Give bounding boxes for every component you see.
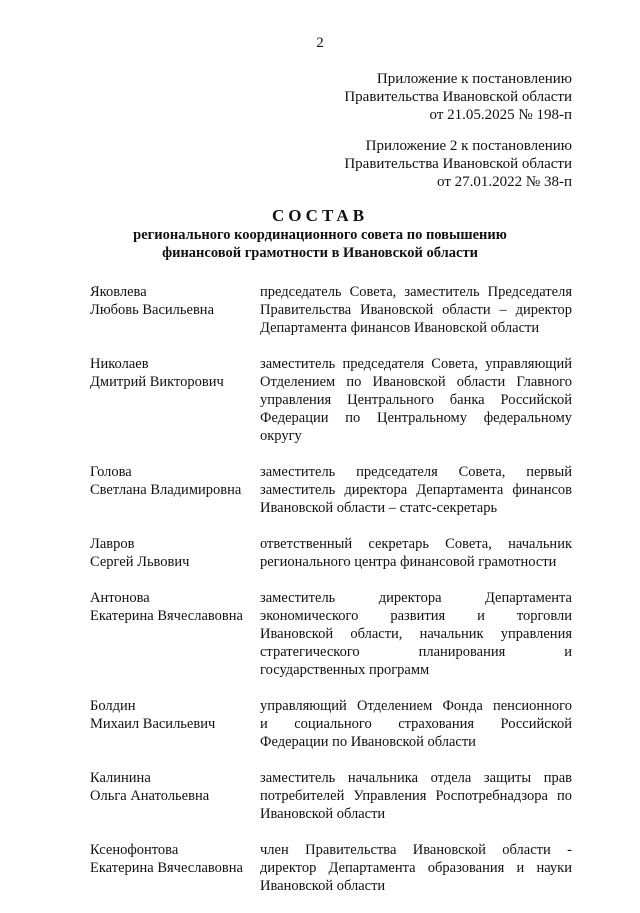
member-role-line: экономического развития и торговли (260, 608, 572, 624)
appendix-current-line-3: от 21.05.2025 № 198-п (429, 107, 572, 123)
member-role-line: Федерации по Центральному федеральному (260, 410, 572, 426)
member-surname: Голова (90, 464, 132, 480)
member-role-line: заместитель директора Департамента финансов (260, 482, 572, 498)
member-given-names: Светлана Владимировна (90, 482, 242, 498)
member-name (90, 463, 260, 517)
member-name (90, 769, 260, 823)
member-role-line: регионального центра финансовой грамотности (260, 554, 557, 570)
member-role-line: управляющий Отделением Фонда пенсионного (260, 698, 572, 714)
member-surname: Калинина (90, 770, 151, 786)
member-role (260, 535, 572, 571)
member-role-line: Отделением по Ивановской области Главного (260, 374, 572, 390)
member-role (260, 283, 572, 337)
member-role-line: член Правительства Ивановской области - (260, 842, 572, 858)
member-surname: Николаев (90, 356, 149, 372)
appendix-current-line-2: Правительства Ивановской области (344, 89, 572, 105)
appendix-original-line-3: от 27.01.2022 № 38-п (437, 174, 572, 190)
members-list (90, 283, 572, 913)
member-given-names: Екатерина Вячеславовна (90, 608, 243, 624)
document-subtitle-line-1: регионального координационного совета по повышению (133, 227, 507, 243)
member-name (90, 589, 260, 679)
member-role-line: Ивановской области – статс-секретарь (260, 500, 498, 516)
member-role-line: округу (260, 428, 302, 444)
member-role-line: Ивановской области (260, 878, 386, 894)
member-role-line: Правительства Ивановской области – директор (260, 302, 572, 318)
member-role-line: стратегического планирования и (260, 644, 572, 660)
member-role-line: Ивановской области, начальник управления (260, 626, 572, 642)
member-surname: Лавров (90, 536, 135, 552)
appendix-original-reference (344, 137, 572, 191)
member-row (90, 697, 572, 751)
member-given-names: Ольга Анатольевна (90, 788, 210, 804)
document-subtitle-line-2: финансовой грамотности в Ивановской области (162, 245, 478, 261)
member-role (260, 463, 572, 517)
member-surname: Яковлева (90, 284, 147, 300)
appendix-original-line-2: Правительства Ивановской области (344, 156, 572, 172)
member-role-line: Департамента финансов Ивановской области (260, 320, 540, 336)
member-row (90, 769, 572, 823)
appendix-current-line-1: Приложение к постановлению (376, 71, 572, 87)
member-role-line: государственных программ (260, 662, 430, 678)
member-role-line: заместитель председателя Совета, управляющий (260, 356, 572, 372)
member-role-line: заместитель начальника отдела защиты прав (260, 770, 572, 786)
document-title: СОСТАВ (271, 206, 369, 225)
member-role-line: директор Департамента образования и науки (260, 860, 572, 876)
member-role-line: ответственный секретарь Совета, начальник (260, 536, 572, 552)
member-role (260, 355, 572, 445)
page-number: 2 (316, 35, 324, 51)
member-role (260, 769, 572, 823)
member-surname: Ксенофонтова (90, 842, 179, 858)
member-row (90, 841, 572, 895)
member-row (90, 355, 572, 445)
member-role-line: управления Центрального банка Российской (260, 392, 572, 408)
member-row (90, 589, 572, 679)
appendix-current-reference (344, 70, 572, 124)
member-role-line: председатель Совета, заместитель Председателя (260, 284, 572, 300)
member-given-names: Сергей Львович (90, 554, 190, 570)
member-given-names: Екатерина Вячеславовна (90, 860, 243, 876)
member-role-line: потребителей Управления Роспотребнадзора по (260, 788, 572, 804)
member-name (90, 697, 260, 751)
document-subtitle (0, 226, 640, 262)
member-name (90, 841, 260, 895)
member-role (260, 589, 572, 679)
member-role (260, 697, 572, 751)
member-role-line: Ивановской области (260, 806, 386, 822)
member-row (90, 283, 572, 337)
member-given-names: Любовь Васильевна (90, 302, 215, 318)
member-surname: Антонова (90, 590, 150, 606)
member-row (90, 463, 572, 517)
member-name (90, 283, 260, 337)
member-row (90, 535, 572, 571)
member-role-line: и социального страхования Российской (260, 716, 572, 732)
appendix-original-line-1: Приложение 2 к постановлению (365, 138, 572, 154)
member-given-names: Дмитрий Викторович (90, 374, 224, 390)
member-given-names: Михаил Васильевич (90, 716, 216, 732)
member-role-line: Федерации по Ивановской области (260, 734, 476, 750)
member-name (90, 535, 260, 571)
member-surname: Болдин (90, 698, 136, 714)
member-role (260, 841, 572, 895)
member-role-line: заместитель директора Департамента (260, 590, 572, 606)
member-name (90, 355, 260, 445)
member-role-line: заместитель председателя Совета, первый (260, 464, 572, 480)
